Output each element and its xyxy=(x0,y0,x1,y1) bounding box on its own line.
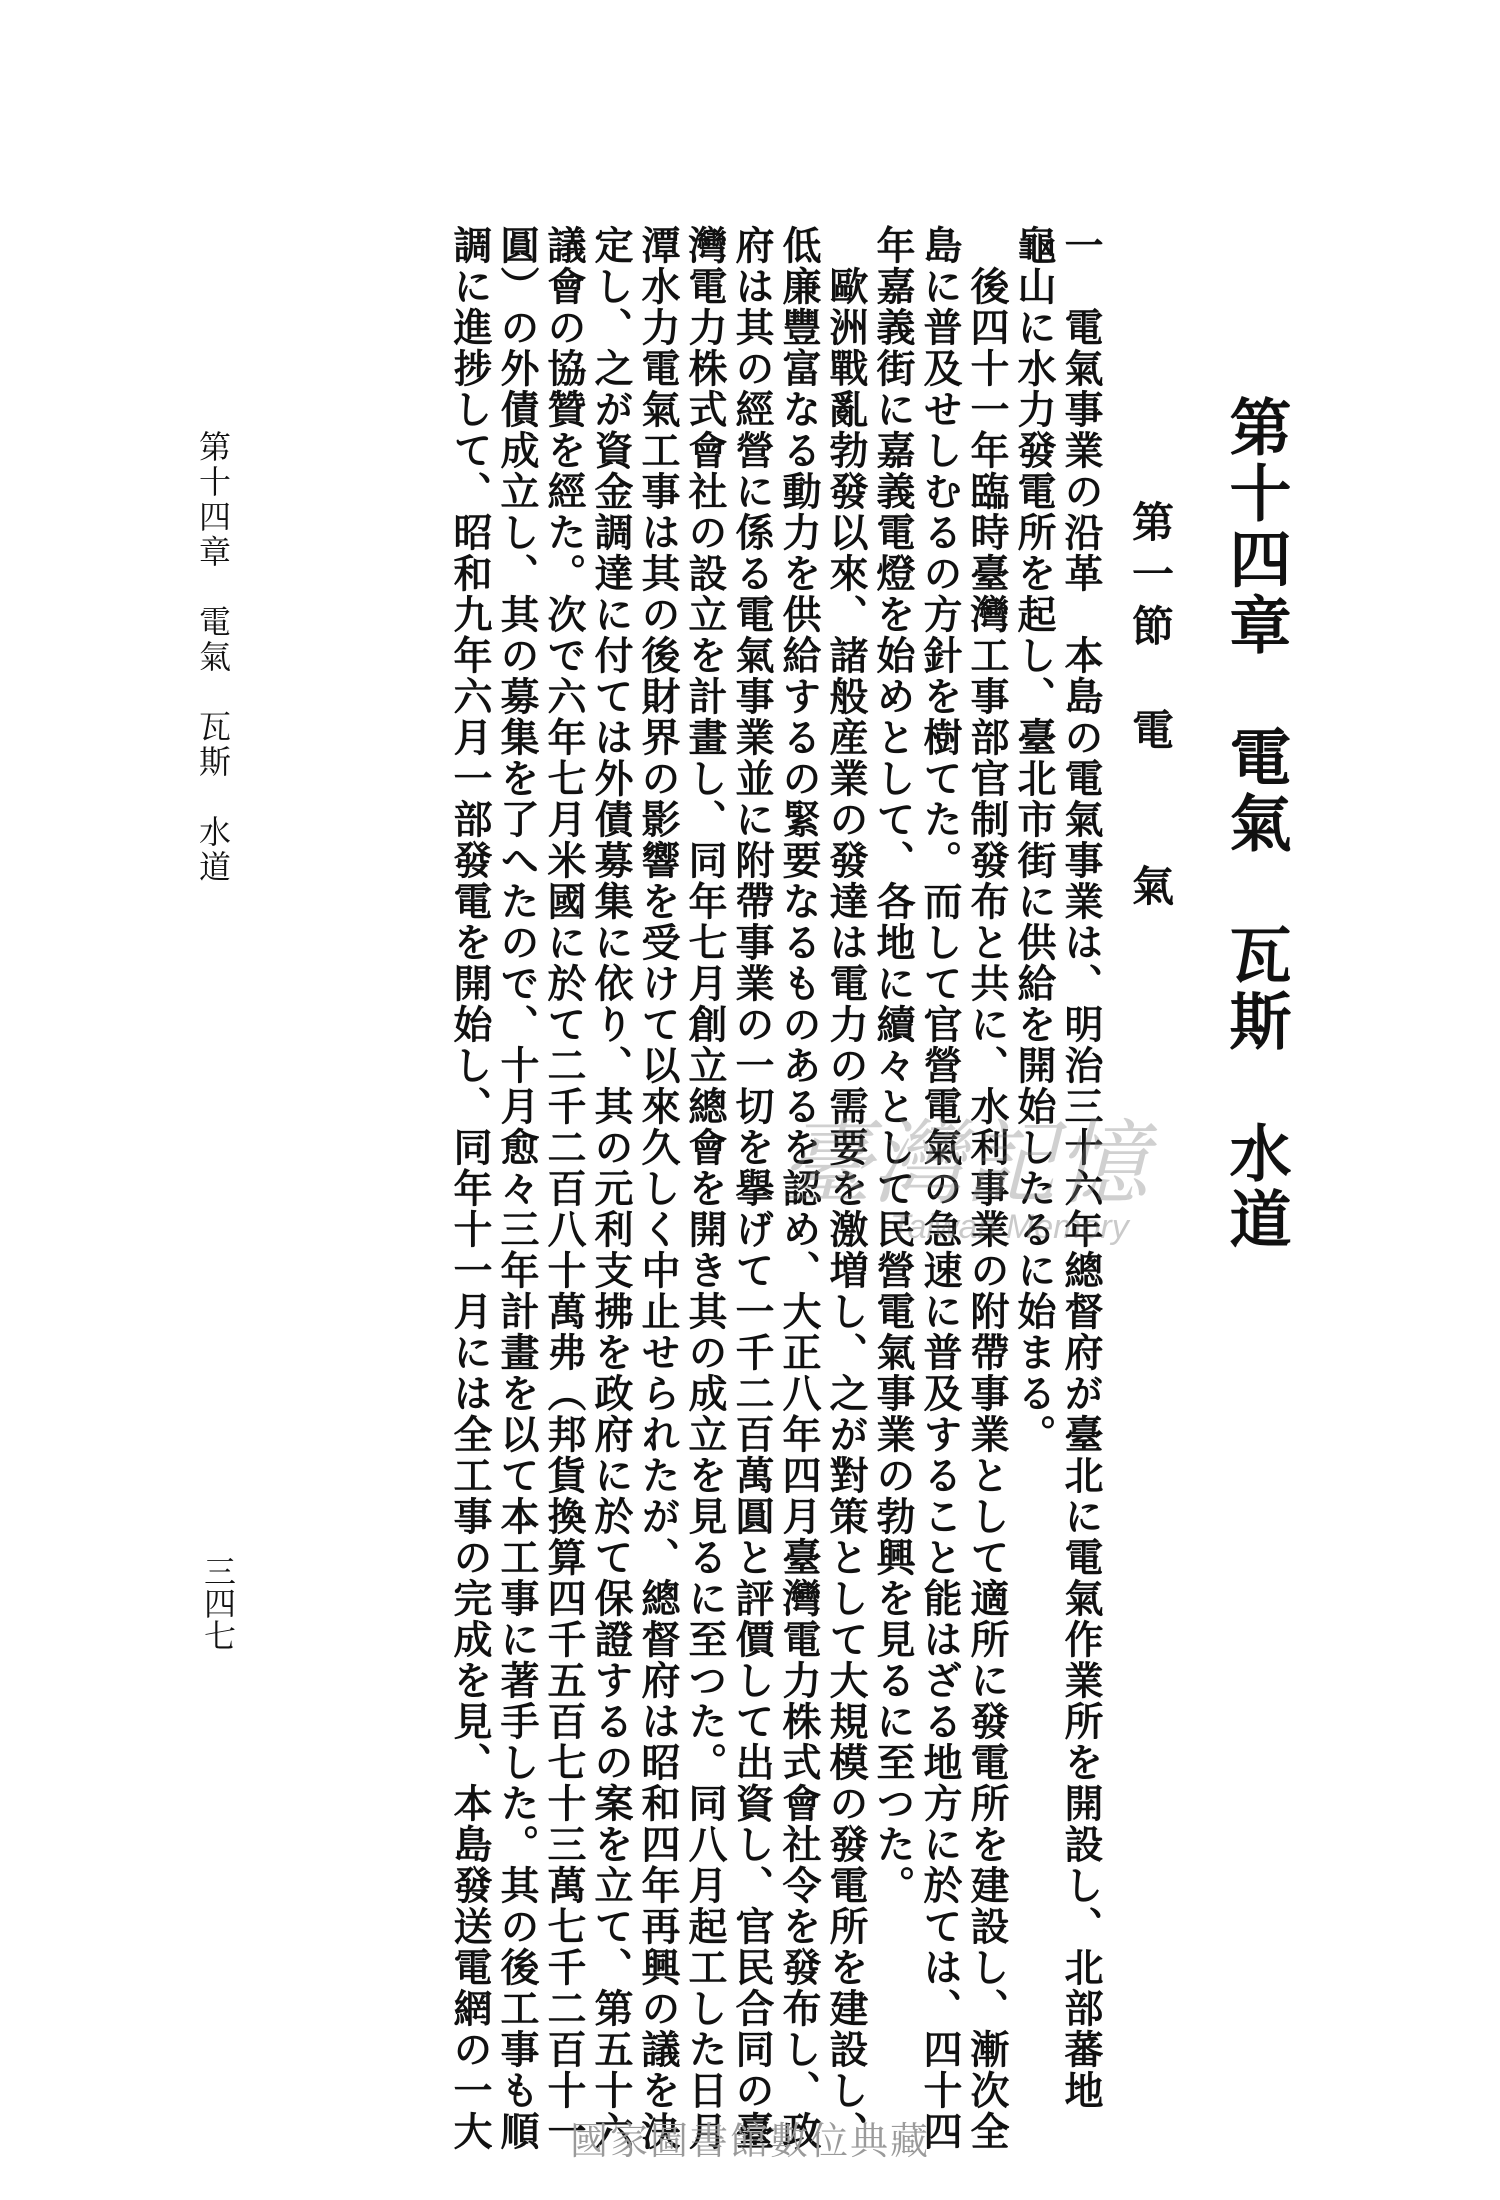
page-number: 三四七 xyxy=(199,1555,237,1651)
body-line: 島に普及せしむるの方針を樹てた。而して官營電氣の急速に普及すること能はざる地方に於ては、四十四 xyxy=(917,225,963,2152)
body-line: 府は其の經營に係る電氣事業並に附帶事業の一切を擧げて一千二百萬圓と評價して出資し、官民合同の臺 xyxy=(729,225,775,2152)
section-title: 第一節 電 氣 xyxy=(1126,500,1175,916)
watermark-logo-text: 臺灣記憶 xyxy=(780,1110,1149,1217)
body-line: 年嘉義街に嘉義電燈を始めとして、各地に續々として民營電氣事業の勃興を見るに至つた。 xyxy=(870,225,916,1906)
body-line: 後四十一年臨時臺灣工事部官制發布と共に、水利事業の附帶事業として適所に發電所を建設し、漸次全 xyxy=(964,225,1010,2152)
body-line: 潭水力電氣工事は其の後財界の影響を受けて以來久しく中止せられたが、總督府は昭和四年再興の議を決 xyxy=(635,225,681,2152)
body-line: 龜山に水力發電所を起し、臺北市街に供給を開始したるに始まる。 xyxy=(1011,225,1057,1455)
library-watermark: 國家圖書館數位典藏 xyxy=(569,2119,930,2163)
body-line: 灣電力株式會社の設立を計畫し、同年七月創立總會を開き其の成立を見るに至つた。同八月起工した日月 xyxy=(682,225,728,2152)
body-line: 定し、之が資金調達に付ては外債募集に依り、其の元利支拂を政府に於て保證するの案を立て、第五十六 xyxy=(588,225,634,2152)
body-line: 圓）の外債成立し、其の募集を了へたので、十月愈々三年計畫を以て本工事に著手した。其の後工事も順 xyxy=(494,225,540,2152)
chapter-title: 第十四章 電氣 瓦斯 水道 xyxy=(1219,395,1292,1253)
body-line: 議會の協贊を經た。次で六年七月米國に於て二千二百八十萬弗（邦貨換算四千五百七十三萬七千二百十一 xyxy=(541,225,587,2152)
watermark-subtext: Taiwan Memory xyxy=(890,1208,1129,1246)
body-line: 歐洲戰亂勃發以來、諸般産業の發達は電力の需要を激増し、之が對策として大規模の發電所を建設し、 xyxy=(823,225,869,2152)
running-footer-title: 第十四章 電氣 瓦斯 水道 xyxy=(194,430,232,885)
body-line: 低廉豐富なる動力を供給するの緊要なるものあるを認め、大正八年四月臺灣電力株式會社令を發布し、政 xyxy=(776,225,822,2152)
body-line: 調に進捗して、昭和九年六月一部發電を開始し、同年十一月には全工事の完成を見、本島發送電網の一大 xyxy=(447,225,493,2152)
body-line: 一 電氣事業の沿革 本島の電氣事業は、明治三十六年總督府が臺北に電氣作業所を開設し、北部蕃地 xyxy=(1058,225,1104,2111)
